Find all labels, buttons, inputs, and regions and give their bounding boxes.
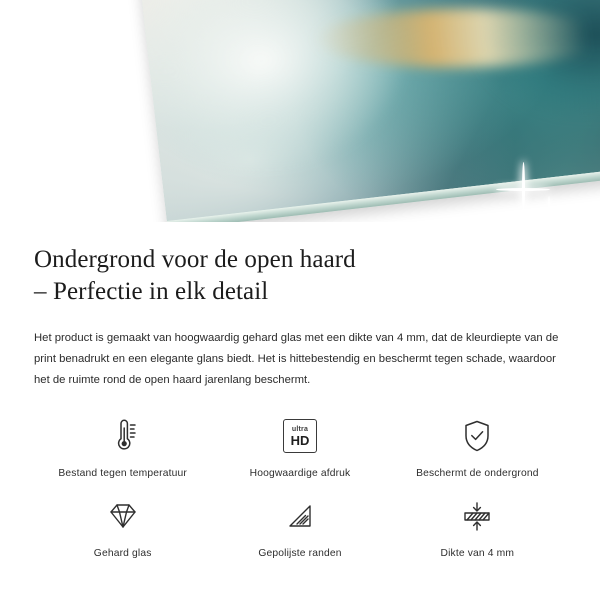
ultra-hd-badge-icon: [283, 413, 317, 459]
sparkle-small-icon: [536, 196, 562, 222]
feature-label: Dikte van 4 mm: [440, 548, 515, 559]
feature-item-thickness: [389, 493, 566, 559]
description-paragraph: Het product is gemaakt van hoogwaardig gehard glas met een dikte van 4 mm, dat de kleurdiepte van de print benadrukt en een elegante glans biedt. Het is hittebestendig en beschermt tegen schade, waardoor het de ruimte rond de open haard jarenlang beschermt.: [34, 332, 559, 386]
hero-image: [0, 0, 600, 222]
feature-item-print-quality: [211, 413, 388, 479]
feature-label: Gehard glas: [93, 548, 152, 559]
page-title-line-1: Ondergrond voor de open haard: [34, 246, 356, 273]
feature-item-polished-edges: [211, 493, 388, 559]
feature-label: Bestand tegen temperatuur: [58, 468, 187, 479]
feature-grid: [34, 413, 566, 559]
ultra-hd-badge-main-text: HD: [290, 432, 310, 448]
feature-item-temperature: [34, 413, 211, 479]
polished-edges-icon: [278, 493, 322, 539]
ultra-hd-badge: [283, 419, 317, 453]
page-title: [34, 244, 566, 308]
content-area: [0, 222, 600, 559]
ultra-hd-badge-top-text: ultra: [291, 425, 309, 433]
feature-label: Gepolijste randen: [258, 548, 342, 559]
glass-panel: [125, 0, 600, 222]
feature-label: Beschermt de ondergrond: [416, 468, 539, 479]
thermometer-icon: [101, 413, 145, 459]
feature-item-surface-protection: [389, 413, 566, 479]
shield-check-icon: [455, 413, 499, 459]
page-title-line-2: – Perfectie in elk detail: [34, 278, 269, 305]
thickness-4mm-icon: [455, 493, 499, 539]
feature-item-tempered-glass: [34, 493, 211, 559]
hero-image-inner: [0, 0, 600, 222]
diamond-icon: [101, 493, 145, 539]
feature-label: Hoogwaardige afdruk: [249, 468, 351, 479]
